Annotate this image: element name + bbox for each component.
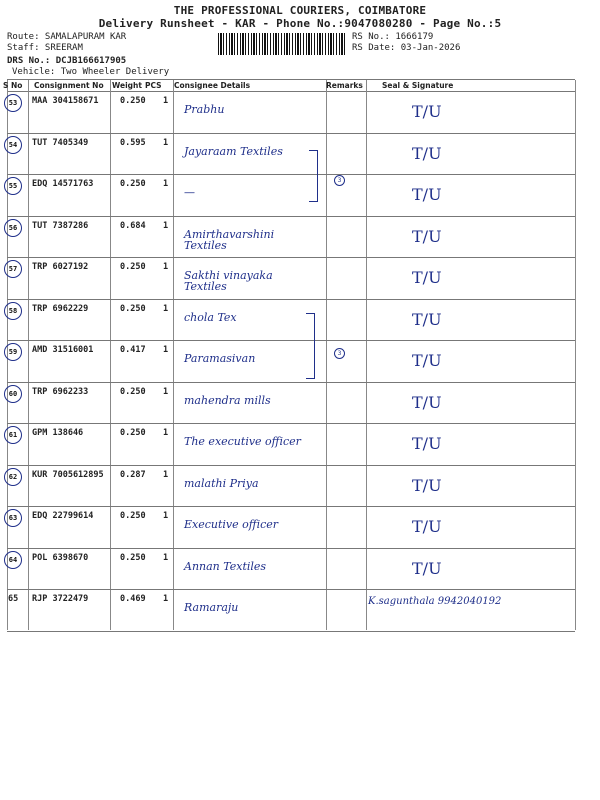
signature: T/U	[412, 351, 442, 370]
signature: T/U	[412, 517, 442, 536]
signature: T/U	[412, 558, 442, 578]
consignment-no: GPM 138646	[32, 428, 84, 438]
sno-circle: 63	[4, 509, 22, 527]
pcs: 1	[163, 137, 169, 148]
weight: 0.684	[120, 220, 146, 231]
remarks-mark: 3	[334, 175, 345, 186]
signature: T/U	[412, 185, 442, 204]
vehicle: Vehicle: Two Wheeler Delivery	[12, 67, 170, 77]
sno-circle: 61	[4, 426, 22, 444]
col-sno: S No	[3, 81, 23, 90]
weight: 0.469	[120, 594, 146, 604]
consignment-no: MAA 304158671	[32, 96, 99, 106]
signature: T/U	[412, 309, 442, 329]
consignee-handwriting: Executive officer	[184, 518, 279, 531]
col-consignment: Consignment No	[34, 81, 104, 90]
sno-circle: 60	[4, 385, 22, 403]
consignment-no: TRP 6027192	[32, 262, 89, 272]
weight: 0.250	[120, 428, 146, 438]
consignee-handwriting: Ramaraju	[184, 601, 239, 614]
weight: 0.250	[120, 511, 146, 521]
sno-circle: 57	[4, 260, 22, 278]
col-consignee: Consignee Details	[174, 81, 251, 90]
consignment-no: TUT 7387286	[32, 220, 89, 231]
pcs: 1	[163, 179, 169, 189]
weight: 0.250	[120, 262, 146, 272]
rs-number: RS No.: 1666179	[352, 32, 434, 42]
consignment-no: EDQ 22799614	[32, 511, 94, 521]
signature: K.sagunthala 9942040192	[368, 596, 502, 607]
consignee-handwriting: Paramasivan	[184, 352, 256, 365]
pcs: 1	[163, 96, 169, 106]
consignee-handwriting: Jayaraam Textiles	[184, 144, 283, 158]
consignment-no: TUT 7405349	[32, 137, 89, 148]
group-bracket	[306, 313, 315, 379]
barcode-image	[218, 33, 346, 55]
col-weight: Weight	[112, 81, 142, 90]
pcs: 1	[163, 552, 169, 563]
weight: 0.250	[120, 179, 146, 189]
pcs: 1	[163, 469, 169, 480]
weight: 0.250	[120, 552, 146, 563]
sno-circle: 62	[4, 468, 22, 486]
pcs: 1	[163, 262, 169, 272]
pcs: 1	[163, 345, 169, 355]
pcs: 1	[163, 594, 169, 604]
consignee-handwriting: —	[184, 186, 195, 199]
sno-circle: 53	[4, 94, 22, 112]
company-title: THE PROFESSIONAL COURIERS, COIMBATORE	[173, 4, 427, 17]
sno: 65	[8, 594, 19, 604]
sno-circle: 55	[4, 177, 22, 195]
consignment-no: TRP 6962233	[32, 386, 89, 397]
consignee-handwriting: chola Tex	[184, 310, 237, 324]
signature: T/U	[412, 475, 442, 495]
sno-circle: 54	[4, 136, 22, 154]
consignment-no: TRP 6962229	[32, 303, 89, 314]
pcs: 1	[163, 220, 169, 231]
sno-circle: 64	[4, 551, 22, 569]
route: Route: SAMALAPURAM KAR	[7, 32, 127, 42]
col-remarks: Remarks	[326, 81, 363, 90]
weight: 0.417	[120, 345, 146, 355]
weight: 0.250	[120, 96, 146, 106]
sno-circle: 59	[4, 343, 22, 361]
consignment-no: POL 6398670	[32, 552, 89, 563]
weight: 0.250	[120, 386, 146, 397]
pcs: 1	[163, 303, 169, 314]
pcs: 1	[163, 428, 169, 438]
consignment-no: RJP 3722479	[32, 594, 89, 604]
weight: 0.287	[120, 469, 146, 480]
signature: T/U	[412, 143, 442, 163]
signature: T/U	[412, 226, 442, 246]
consignee-handwriting: mahendra mills	[184, 393, 271, 407]
col-pcs: PCS	[145, 81, 162, 90]
signature: T/U	[412, 102, 442, 121]
sno-circle: 58	[4, 302, 22, 320]
col-seal-signature: Seal & Signature	[382, 81, 454, 90]
rs-date: RS Date: 03-Jan-2026	[352, 43, 461, 53]
weight: 0.250	[120, 303, 146, 314]
consignee-handwriting: The executive officer	[184, 435, 301, 448]
consignee-handwriting: malathi Priya	[184, 476, 259, 490]
remarks-mark: 3	[334, 348, 345, 359]
drs-number: DRS No.: DCJB166617905	[7, 56, 127, 66]
sno-circle: 56	[4, 219, 22, 237]
signature: T/U	[412, 434, 442, 453]
group-bracket	[309, 150, 318, 202]
consignee-handwriting: Annan Textiles	[184, 559, 267, 573]
consignee-handwriting: Prabhu	[184, 103, 225, 116]
staff: Staff: SREERAM	[7, 43, 83, 53]
pcs: 1	[163, 386, 169, 397]
pcs: 1	[163, 511, 169, 521]
signature: T/U	[412, 268, 442, 287]
consignment-no: AMD 31516001	[32, 345, 94, 355]
consignment-no: EDQ 14571763	[32, 179, 94, 189]
runsheet-subtitle: Delivery Runsheet - KAR - Phone No.:9047080280 - Page No.:5	[98, 17, 502, 30]
signature: T/U	[412, 392, 442, 412]
consignee-handwriting: Sakthi vinayaka Textiles	[184, 269, 273, 293]
consignee-handwriting: Amirthavarshini Textiles	[184, 227, 275, 252]
weight: 0.595	[120, 137, 146, 148]
consignment-no: KUR 7005612895	[32, 469, 104, 480]
